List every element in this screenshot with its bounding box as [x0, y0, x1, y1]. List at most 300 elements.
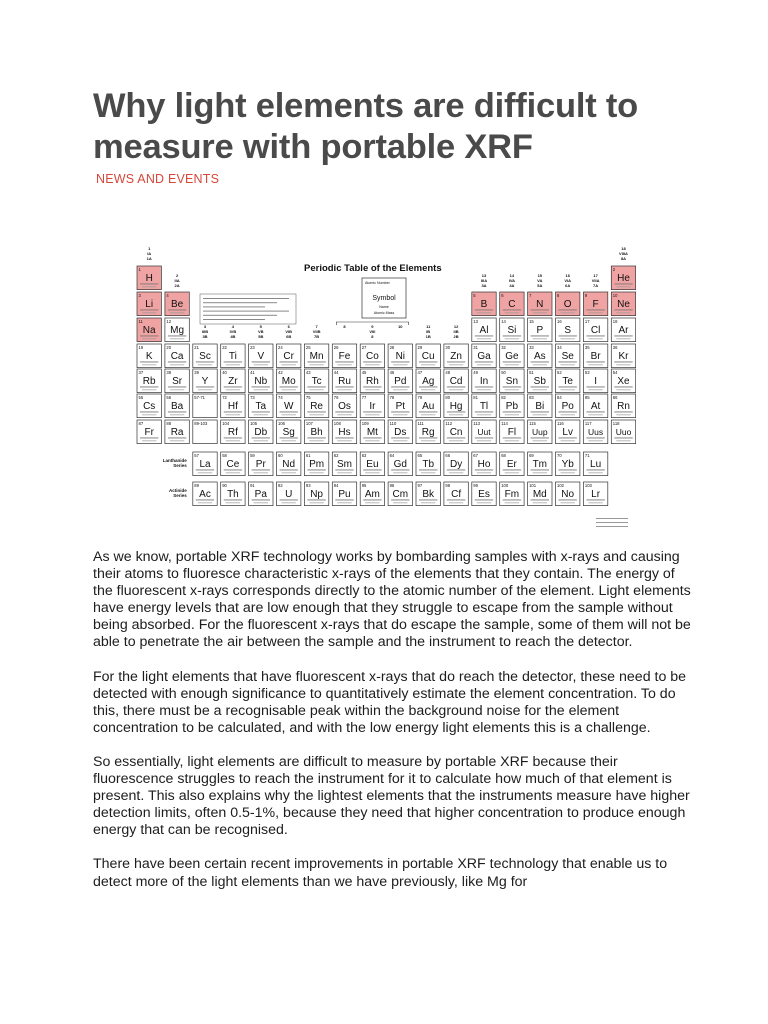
atomic-number: 35 [584, 345, 590, 350]
element-symbol: Li [145, 299, 154, 310]
element-symbol: N [536, 299, 544, 310]
element-mass-line [282, 473, 296, 474]
atomic-number: 8 [557, 293, 560, 298]
element-name-line [307, 470, 325, 471]
element-symbol: Co [366, 351, 379, 362]
element-mass-line [309, 390, 323, 391]
element-mass-line [309, 473, 323, 474]
atomic-number: 42 [278, 370, 283, 375]
atomic-number: 6 [501, 293, 504, 298]
element-cell-xe [611, 369, 635, 393]
element-cell-tc [304, 369, 328, 393]
element-symbol: Ra [170, 427, 184, 438]
element-mass-line [588, 415, 602, 416]
atomic-number: 33 [529, 345, 534, 350]
group-label: 2A [174, 283, 180, 288]
atomic-number: 74 [278, 395, 283, 400]
element-mass-line [254, 473, 268, 474]
element-symbol: Cm [392, 489, 409, 500]
atomic-number: 37 [138, 370, 144, 375]
element-name-line [419, 438, 437, 439]
atomic-number: 108 [333, 421, 341, 426]
element-mass-line [561, 415, 575, 416]
element-name-line [224, 470, 242, 471]
atomic-number: 68 [501, 453, 506, 458]
element-name-line [419, 387, 437, 388]
element-cell-am [360, 482, 384, 506]
element-cell-sn [500, 369, 524, 393]
element-cell-re [304, 394, 328, 418]
element-name-line [391, 387, 409, 388]
element-cell-s [556, 318, 580, 342]
element-mass-line [254, 441, 268, 442]
element-symbol: W [283, 401, 294, 412]
element-cell-pa [249, 482, 273, 506]
element-cell-cl [583, 318, 607, 342]
group-label: VIIA [591, 278, 600, 283]
element-name-line [140, 336, 158, 337]
element-mass-line [421, 415, 435, 416]
atomic-number: 27 [361, 345, 367, 350]
element-symbol: Ds [394, 427, 407, 438]
element-mass-line [309, 365, 323, 366]
element-mass-line [449, 441, 463, 442]
atomic-number: 4 [166, 293, 169, 298]
element-cell-hs [332, 420, 356, 444]
element-symbol: Mg [170, 325, 185, 336]
lanthanide-label: Lanthanide [162, 458, 187, 463]
atomic-number: 57 [194, 453, 199, 458]
atomic-number: 98 [445, 483, 451, 488]
element-name-line [503, 412, 521, 413]
element-cell-y [193, 369, 217, 393]
element-name-line [614, 412, 632, 413]
element-mass-line [142, 390, 156, 391]
element-mass-line [142, 313, 156, 314]
atomic-number: 94 [333, 483, 339, 488]
element-name-line [140, 284, 158, 285]
element-mass-line [142, 415, 156, 416]
element-name-line [503, 362, 521, 363]
element-symbol: Sm [337, 459, 352, 470]
atomic-number: 63 [361, 453, 367, 458]
element-cell-i [583, 369, 607, 393]
element-name-line [168, 387, 186, 388]
atomic-number: 26 [333, 345, 339, 350]
group-label: 1A [146, 256, 152, 261]
element-symbol: Si [507, 325, 517, 336]
element-cell-cn [444, 420, 468, 444]
element-cell-v [249, 344, 273, 368]
atomic-number: 84 [557, 395, 562, 400]
element-symbol: Pb [505, 401, 519, 412]
atomic-number: 52 [557, 370, 562, 375]
element-symbol: Cn [449, 427, 463, 438]
group-label: IA [147, 251, 152, 256]
element-symbol: Ta [255, 401, 267, 412]
atomic-number: 65 [417, 453, 423, 458]
atomic-number: 3 [138, 293, 141, 298]
element-symbol: Mo [281, 376, 296, 387]
element-symbol: Y [201, 376, 209, 387]
element-cell-tm [528, 452, 552, 476]
element-cell-cu [416, 344, 440, 368]
atomic-number: 28 [389, 345, 395, 350]
element-mass-line [477, 339, 491, 340]
element-symbol: Gd [393, 459, 407, 470]
element-cell-ag [416, 369, 440, 393]
element-name-line [531, 470, 549, 471]
element-mass-line [561, 390, 575, 391]
copyright-line [596, 518, 628, 519]
element-symbol: Md [532, 489, 547, 500]
element-symbol: La [199, 459, 211, 470]
element-symbol: Cr [283, 351, 294, 362]
group-label: 3 [203, 324, 207, 329]
category-link[interactable]: NEWS AND EVENTS [96, 172, 220, 186]
atomic-number: 82 [501, 395, 506, 400]
group-label: 12 [453, 324, 459, 329]
element-name-line [503, 470, 521, 471]
element-cell-gd [388, 452, 412, 476]
element-mass-line [588, 503, 602, 504]
element-mass-line [170, 390, 184, 391]
element-symbol: Pd [394, 376, 407, 387]
legend-note-line [203, 315, 277, 316]
element-cell-ni [388, 344, 412, 368]
element-name-line [196, 470, 214, 471]
element-cell-pb [500, 394, 524, 418]
element-mass-line [142, 441, 156, 442]
element-cell-hf [221, 394, 245, 418]
element-mass-line [533, 503, 547, 504]
element-name-line [196, 387, 214, 388]
atomic-number: 78 [389, 395, 395, 400]
element-symbol: Sb [533, 376, 546, 387]
element-cell-te [556, 369, 580, 393]
element-mass-line [393, 441, 407, 442]
element-name-line [363, 438, 381, 439]
series-placeholder-label: 89-103 [194, 421, 208, 426]
atomic-number: 104 [222, 421, 230, 426]
atomic-number: 20 [166, 345, 172, 350]
element-symbol: Os [338, 401, 351, 412]
group-label: IVA [508, 278, 516, 283]
group-label: 18 [621, 246, 626, 251]
element-symbol: Sn [505, 376, 519, 387]
group-label: 8A [620, 256, 627, 261]
element-symbol: O [563, 299, 572, 310]
element-name-line [614, 387, 632, 388]
paragraph-2: For the light elements that have fluorescent x-rays that do reach the detector, these need to be detected with enough significance to quantitatively estimate the element concentration. To do this, there must be a recognisable peak within the background noise for the element concentration to be calculated, and with the low energy light elements this is a challenge. [93, 668, 687, 736]
atomic-number: 50 [501, 370, 506, 375]
element-name-line [363, 470, 381, 471]
group-label: 14 [509, 273, 515, 278]
element-cell-db [249, 420, 273, 444]
element-cell-au [416, 394, 440, 418]
element-symbol: H [145, 273, 153, 284]
element-cell-f [583, 292, 607, 316]
element-symbol: Cu [421, 351, 435, 362]
element-symbol: Eu [366, 459, 379, 470]
group-label: 15 [537, 273, 543, 278]
element-cell-os [332, 394, 356, 418]
element-cell-ca [165, 344, 189, 368]
element-symbol: Sg [282, 427, 295, 438]
atomic-number: 90 [222, 483, 227, 488]
element-symbol: Nd [282, 459, 296, 470]
element-mass-line [337, 390, 351, 391]
periodic-table-figure [134, 244, 636, 530]
element-symbol: Am [364, 489, 380, 500]
element-mass-line [337, 473, 351, 474]
element-mass-line [309, 503, 323, 504]
element-name-line [335, 500, 353, 501]
element-cell-lv [556, 420, 580, 444]
element-name-line [252, 412, 270, 413]
element-cell-sg [277, 420, 301, 444]
element-name-line [196, 362, 214, 363]
atomic-number: 106 [278, 421, 285, 426]
element-name-line [196, 500, 214, 501]
element-symbol: Pt [395, 401, 406, 412]
atomic-number: 102 [557, 483, 564, 488]
element-mass-line [421, 441, 435, 442]
element-name-line [280, 438, 298, 439]
legend-note-line [203, 311, 289, 312]
element-mass-line [337, 365, 351, 366]
element-name-line [447, 438, 465, 439]
element-symbol: Bi [535, 401, 545, 412]
element-symbol: Fe [338, 351, 351, 362]
element-symbol: Xe [617, 376, 630, 387]
element-symbol: Cs [143, 401, 156, 412]
element-symbol: Zr [228, 376, 238, 387]
element-mass-line [393, 473, 407, 474]
element-cell-lr [583, 482, 607, 506]
element-symbol: Ar [618, 325, 629, 336]
element-mass-line [505, 503, 519, 504]
element-symbol: C [508, 299, 516, 310]
atomic-number: 95 [361, 483, 367, 488]
element-name-line [363, 500, 381, 501]
atomic-number: 110 [389, 421, 397, 426]
element-name-line [531, 310, 549, 311]
element-name-line [252, 500, 270, 501]
element-symbol: Ba [170, 401, 184, 412]
element-cell-sr [165, 369, 189, 393]
article-title: Why light elements are difficult to measure with portable XRF [93, 87, 639, 166]
element-mass-line [254, 503, 268, 504]
lanthanide-label: Series [173, 463, 187, 468]
element-cell-as [528, 344, 552, 368]
group-label: 5 [259, 324, 262, 329]
element-mass-line [616, 390, 630, 391]
atomic-number: 97 [417, 483, 423, 488]
atomic-number: 105 [250, 421, 258, 426]
element-cell-yb [556, 452, 580, 476]
atomic-number: 96 [389, 483, 395, 488]
group-label: 8 [371, 334, 374, 339]
element-name-line [559, 500, 577, 501]
paragraph-4: There have been certain recent improvements in portable XRF technology that enable us to detect more of the light elements than we have previously, like Mg for [93, 856, 668, 890]
group-label: 4A [509, 283, 515, 288]
copyright-line [596, 522, 628, 523]
element-mass-line [226, 503, 240, 504]
element-mass-line [449, 415, 463, 416]
element-symbol: Uup [532, 427, 548, 437]
element-cell-h [137, 266, 161, 290]
group-label: 7B [314, 334, 320, 339]
element-symbol: As [533, 351, 546, 362]
element-name-line [280, 470, 298, 471]
element-mass-line [226, 365, 240, 366]
element-mass-line [393, 390, 407, 391]
atomic-number: 34 [557, 345, 562, 350]
element-name-line [475, 438, 493, 439]
actinide-label: Actinide [169, 488, 187, 493]
element-symbol: Fr [144, 427, 154, 438]
element-symbol: Mt [366, 427, 378, 438]
element-cell-cm [388, 482, 412, 506]
element-mass-line [254, 390, 268, 391]
element-symbol: Sc [199, 351, 211, 362]
element-name-line [224, 438, 242, 439]
element-name-line [168, 412, 186, 413]
element-name-line [252, 387, 270, 388]
element-cell-ge [500, 344, 524, 368]
group-label: 5A [537, 283, 543, 288]
atomic-number: 11 [138, 319, 143, 324]
group-label: VIII [369, 329, 376, 334]
element-name-line [475, 387, 493, 388]
element-mass-line [505, 365, 519, 366]
element-cell-cf [444, 482, 468, 506]
atomic-number: 18 [612, 319, 618, 324]
atomic-number: 21 [194, 345, 199, 350]
atomic-number: 14 [501, 319, 506, 324]
element-mass-line [365, 473, 379, 474]
element-cell-ne [611, 292, 635, 316]
atomic-number: 29 [417, 345, 423, 350]
element-mass-line [477, 473, 491, 474]
element-mass-line [505, 473, 519, 474]
element-name-line [140, 310, 158, 311]
legend-note-line [203, 319, 265, 320]
element-cell-uup [528, 420, 552, 444]
element-mass-line [533, 365, 547, 366]
atomic-number: 41 [250, 370, 255, 375]
element-name-line [559, 362, 577, 363]
atomic-number: 31 [473, 345, 478, 350]
atomic-number: 118 [612, 421, 620, 426]
element-mass-line [561, 441, 575, 442]
atomic-number: 71 [584, 453, 590, 458]
atomic-number: 17 [584, 319, 590, 324]
element-name-line [503, 438, 521, 439]
element-name-line [586, 500, 604, 501]
element-name-line [391, 362, 409, 363]
atomic-number: 1 [138, 267, 141, 272]
element-cell-in [472, 369, 496, 393]
element-cell-bi [528, 394, 552, 418]
element-symbol: Fm [504, 489, 520, 500]
element-symbol: F [592, 299, 599, 310]
group-label: VIB [285, 329, 293, 334]
group-label: 9 [371, 324, 374, 329]
element-symbol: Al [479, 325, 489, 336]
element-symbol: Er [506, 459, 517, 470]
element-mass-line [226, 390, 240, 391]
element-symbol: No [561, 489, 575, 500]
element-name-line [335, 387, 353, 388]
element-symbol: Rb [142, 376, 156, 387]
element-mass-line [421, 365, 435, 366]
element-name-line [559, 438, 577, 439]
element-mass-line [170, 365, 184, 366]
element-symbol: Uut [477, 427, 491, 437]
atomic-number: 116 [557, 421, 564, 426]
element-cell-al [472, 318, 496, 342]
element-name-line [531, 387, 549, 388]
element-symbol: Db [254, 427, 268, 438]
element-mass-line [337, 415, 351, 416]
element-name-line [252, 470, 270, 471]
element-cell-sm [332, 452, 356, 476]
element-cell-po [556, 394, 580, 418]
element-cell-sc [193, 344, 217, 368]
atomic-number: 83 [529, 395, 534, 400]
element-cell-ti [221, 344, 245, 368]
element-mass-line [170, 441, 184, 442]
atomic-number: 103 [584, 483, 592, 488]
element-symbol: I [594, 376, 597, 387]
element-name-line [252, 438, 270, 439]
element-mass-line [142, 339, 156, 340]
element-cell-bh [304, 420, 328, 444]
element-symbol: Cd [449, 376, 463, 387]
element-symbol: Ho [477, 459, 491, 470]
element-name-line [168, 310, 186, 311]
element-name-line [447, 387, 465, 388]
element-mass-line [505, 339, 519, 340]
element-name-line [140, 412, 158, 413]
element-name-line [531, 362, 549, 363]
element-mass-line [365, 441, 379, 442]
element-symbol: B [480, 299, 488, 310]
element-mass-line [477, 313, 491, 314]
element-cell-rf [221, 420, 245, 444]
element-mass-line [142, 287, 156, 288]
element-symbol: Be [170, 299, 184, 310]
element-mass-line [254, 365, 268, 366]
element-cell-pm [304, 452, 328, 476]
element-mass-line [533, 339, 547, 340]
group-label: 8 [343, 324, 346, 329]
element-name-line [475, 412, 493, 413]
element-name-line [559, 310, 577, 311]
element-symbol: At [590, 401, 601, 412]
element-name-line [335, 438, 353, 439]
element-symbol: Ni [395, 351, 406, 362]
element-name-line [503, 310, 521, 311]
element-cell-pt [388, 394, 412, 418]
element-cell-fr [137, 420, 161, 444]
element-symbol: Uuo [615, 427, 632, 437]
element-mass-line [282, 503, 296, 504]
element-cell-fe [332, 344, 356, 368]
atomic-number: 114 [501, 421, 508, 426]
